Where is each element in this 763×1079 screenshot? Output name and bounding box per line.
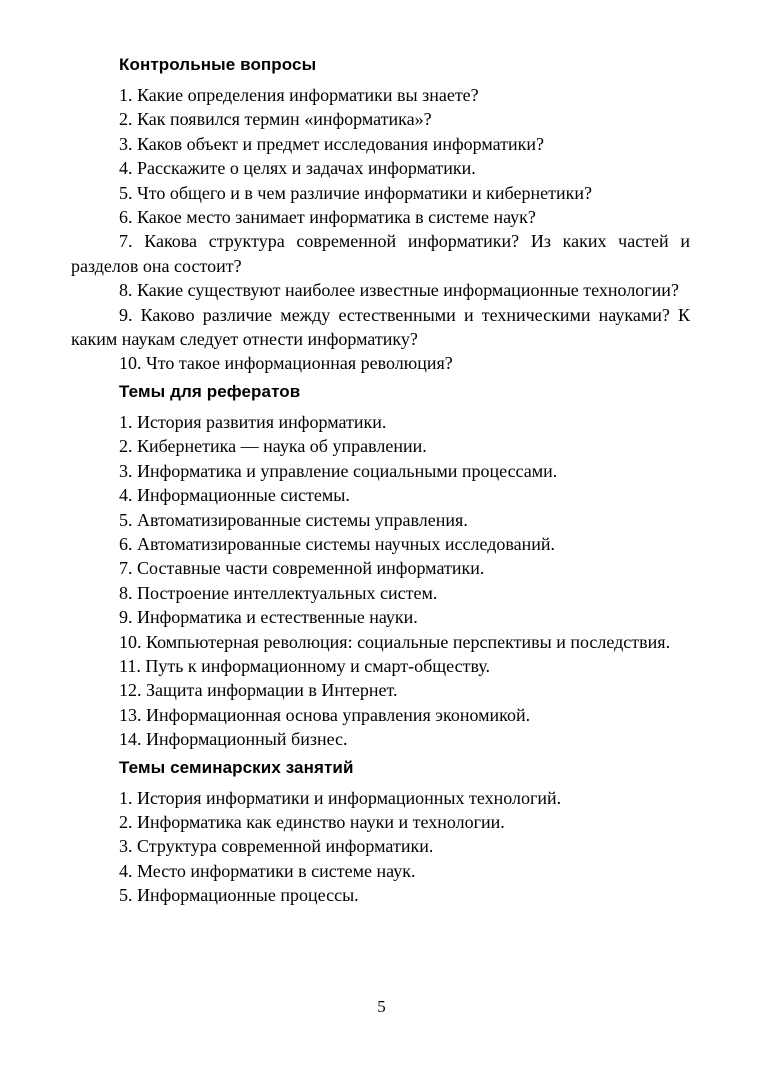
list-item: 10. Компьютерная революция: социальные перспективы и последствия. (119, 631, 671, 652)
list-item: 12. Защита информации в Интернет. (119, 680, 398, 701)
list-item: 3. Структура современной информатики. (119, 836, 434, 857)
list-item: 11. Путь к информационному и смарт-обществу. (119, 655, 491, 676)
section-control-questions (71, 53, 690, 376)
topic-list (71, 410, 690, 752)
list-item: 2. Как появился термин «информатика»? (119, 109, 432, 130)
list-item: 4. Расскажите о целях и задачах информатики. (119, 158, 476, 179)
section-seminar-topics (71, 756, 690, 908)
list-item: 8. Построение интеллектуальных систем. (119, 582, 438, 603)
list-item: 6. Автоматизированные системы научных исследований. (119, 533, 556, 554)
list-item: 7. Составные части современной информатики. (119, 558, 485, 579)
list-item: 1. История информатики и информационных технологий. (119, 787, 562, 808)
list-item: 5. Что общего и в чем различие информатики и кибернетики? (119, 182, 592, 203)
list-item: 4. Информационные системы. (119, 485, 350, 506)
list-item: 9. Информатика и естественные науки. (119, 607, 418, 628)
list-item: 7. Какова структура современной информатики? Из каких частей и разделов она состоит? (71, 231, 690, 276)
list-item: 2. Информатика как единство науки и технологии. (119, 811, 505, 832)
page-number: 5 (377, 997, 386, 1016)
list-item: 6. Какое место занимает информатика в системе наук? (119, 207, 536, 228)
section-title: Контрольные вопросы (119, 55, 317, 74)
list-item: 13. Информационная основа управления экономикой. (119, 704, 531, 725)
list-item: 8. Какие существуют наиболее известные информационные технологии? (119, 280, 679, 301)
list-item: 3. Каков объект и предмет исследования информатики? (119, 133, 545, 154)
page-body (71, 53, 690, 908)
list-item: 3. Информатика и управление социальными процессами. (119, 460, 558, 481)
seminar-list (71, 786, 690, 908)
list-item: 10. Что такое информационная революция? (119, 353, 453, 374)
list-item: 14. Информационный бизнес. (119, 729, 348, 750)
list-item: 5. Автоматизированные системы управления. (119, 509, 468, 530)
list-item: 5. Информационные процессы. (119, 885, 359, 906)
section-title: Темы семинарских занятий (119, 757, 354, 777)
list-item: 1. История развития информатики. (119, 411, 387, 432)
list-item: 1. Какие определения информатики вы знаете? (119, 85, 479, 105)
section-essay-topics (71, 380, 690, 752)
question-list (71, 83, 690, 376)
list-item: 4. Место информатики в системе наук. (119, 860, 416, 881)
section-title: Темы для рефератов (119, 381, 301, 401)
list-item: 9. Каково различие между естественными и техническими науками? К каким наукам следует отнести информатику? (71, 304, 690, 350)
list-item: 2. Кибернетика — наука об управлении. (119, 436, 427, 457)
